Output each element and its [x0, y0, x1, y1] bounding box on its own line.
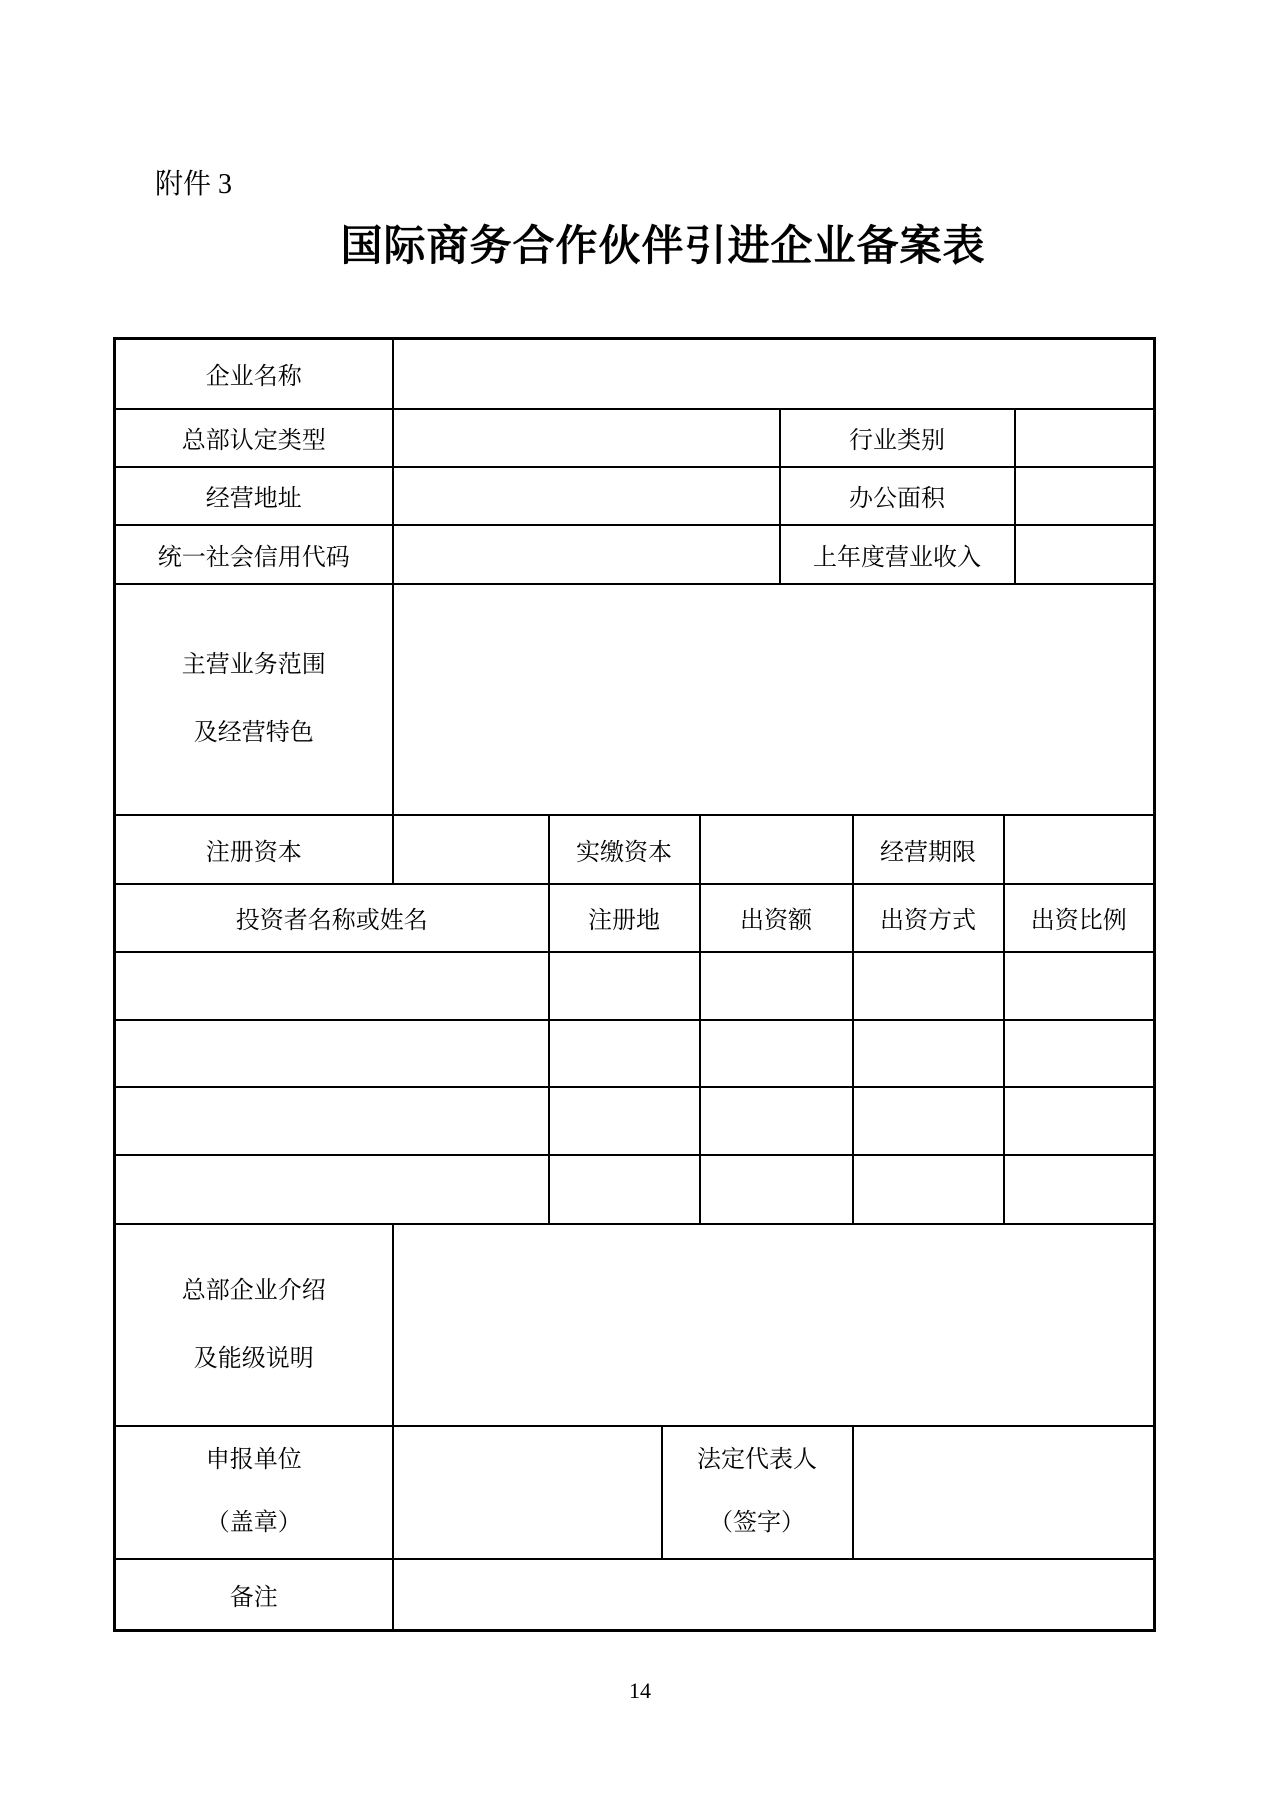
remarks-label: 备注: [115, 1559, 393, 1631]
filing-form-table: [113, 337, 1156, 1632]
declare-unit-label-line1: 申报单位: [205, 1447, 302, 1473]
investor-3-ratio-field[interactable]: [1004, 1087, 1155, 1155]
legal-rep-label-line1: 法定代表人: [697, 1447, 817, 1473]
investor-3-amount-field[interactable]: [700, 1087, 853, 1155]
main-business-label-line1: 主营业务范围: [181, 652, 326, 678]
investor-4-ratio-field[interactable]: [1004, 1155, 1155, 1224]
main-business-label: [115, 584, 393, 815]
business-address-label: 经营地址: [115, 467, 393, 525]
investor-3-place-field[interactable]: [549, 1087, 700, 1155]
investor-row-1: [115, 952, 1155, 1020]
investor-row-3: [115, 1087, 1155, 1155]
declare-unit-field[interactable]: [393, 1426, 662, 1559]
investor-4-name-field[interactable]: [115, 1155, 549, 1224]
contribution-amount-header: 出资额: [700, 884, 853, 952]
row-remarks: [115, 1559, 1155, 1631]
legal-rep-label-line2: （签字）: [709, 1510, 805, 1536]
attachment-label: 附件 3: [155, 169, 233, 200]
investor-row-2: [115, 1020, 1155, 1087]
business-address-field[interactable]: [393, 467, 780, 525]
investor-1-amount-field[interactable]: [700, 952, 853, 1020]
investor-2-amount-field[interactable]: [700, 1020, 853, 1087]
legal-rep-label: [662, 1426, 853, 1559]
industry-category-label: 行业类别: [780, 409, 1015, 467]
hq-intro-label-line2: 及能级说明: [193, 1345, 314, 1372]
investor-1-method-field[interactable]: [853, 952, 1004, 1020]
investor-1-name-field[interactable]: [115, 952, 549, 1020]
industry-category-field[interactable]: [1015, 409, 1155, 467]
row-declaration: [115, 1426, 1155, 1559]
investor-1-place-field[interactable]: [549, 952, 700, 1020]
hq-type-field[interactable]: [393, 409, 780, 467]
credit-code-field[interactable]: [393, 525, 780, 584]
last-year-revenue-field[interactable]: [1015, 525, 1155, 584]
page-title: 国际商务合作伙伴引进企业备案表: [340, 222, 986, 269]
hq-type-label: 总部认定类型: [115, 409, 393, 467]
row-hq-type: [115, 409, 1155, 467]
row-main-business: [115, 584, 1155, 815]
office-area-label: 办公面积: [780, 467, 1015, 525]
page-number: 14: [629, 1678, 651, 1703]
hq-intro-label: [115, 1224, 393, 1426]
business-term-label: 经营期限: [853, 815, 1004, 884]
last-year-revenue-label: 上年度营业收入: [780, 525, 1015, 584]
main-business-field[interactable]: [393, 584, 1155, 815]
investor-4-amount-field[interactable]: [700, 1155, 853, 1224]
remarks-field[interactable]: [393, 1559, 1155, 1631]
hq-intro-field[interactable]: [393, 1224, 1155, 1426]
main-business-label-line2: 及经营特色: [193, 720, 314, 746]
investor-name-header: 投资者名称或姓名: [115, 884, 549, 952]
investor-3-method-field[interactable]: [853, 1087, 1004, 1155]
investor-2-ratio-field[interactable]: [1004, 1020, 1155, 1087]
contribution-method-header: 出资方式: [853, 884, 1004, 952]
office-area-field[interactable]: [1015, 467, 1155, 525]
enterprise-name-label: 企业名称: [115, 339, 393, 409]
row-capital: [115, 815, 1155, 884]
declare-unit-label: [115, 1426, 393, 1559]
paid-in-capital-field[interactable]: [700, 815, 853, 884]
registration-place-header: 注册地: [549, 884, 700, 952]
credit-code-label: 统一社会信用代码: [115, 525, 393, 584]
legal-rep-field[interactable]: [853, 1426, 1155, 1559]
investor-3-name-field[interactable]: [115, 1087, 549, 1155]
investor-2-name-field[interactable]: [115, 1020, 549, 1087]
business-term-field[interactable]: [1004, 815, 1155, 884]
investor-1-ratio-field[interactable]: [1004, 952, 1155, 1020]
registered-capital-field[interactable]: [393, 815, 549, 884]
row-business-address: [115, 467, 1155, 525]
contribution-ratio-header: 出资比例: [1004, 884, 1155, 952]
row-investor-header: [115, 884, 1155, 952]
investor-2-place-field[interactable]: [549, 1020, 700, 1087]
investor-4-method-field[interactable]: [853, 1155, 1004, 1224]
row-hq-intro: [115, 1224, 1155, 1426]
paid-in-capital-label: 实缴资本: [549, 815, 700, 884]
row-credit-code: [115, 525, 1155, 584]
investor-row-4: [115, 1155, 1155, 1224]
hq-intro-label-line1: 总部企业介绍: [181, 1277, 326, 1304]
investor-2-method-field[interactable]: [853, 1020, 1004, 1087]
enterprise-name-field[interactable]: [393, 339, 1155, 409]
registered-capital-label: 注册资本: [115, 815, 393, 884]
row-enterprise-name: [115, 339, 1155, 409]
investor-4-place-field[interactable]: [549, 1155, 700, 1224]
declare-unit-label-line2: （盖章）: [205, 1510, 302, 1536]
